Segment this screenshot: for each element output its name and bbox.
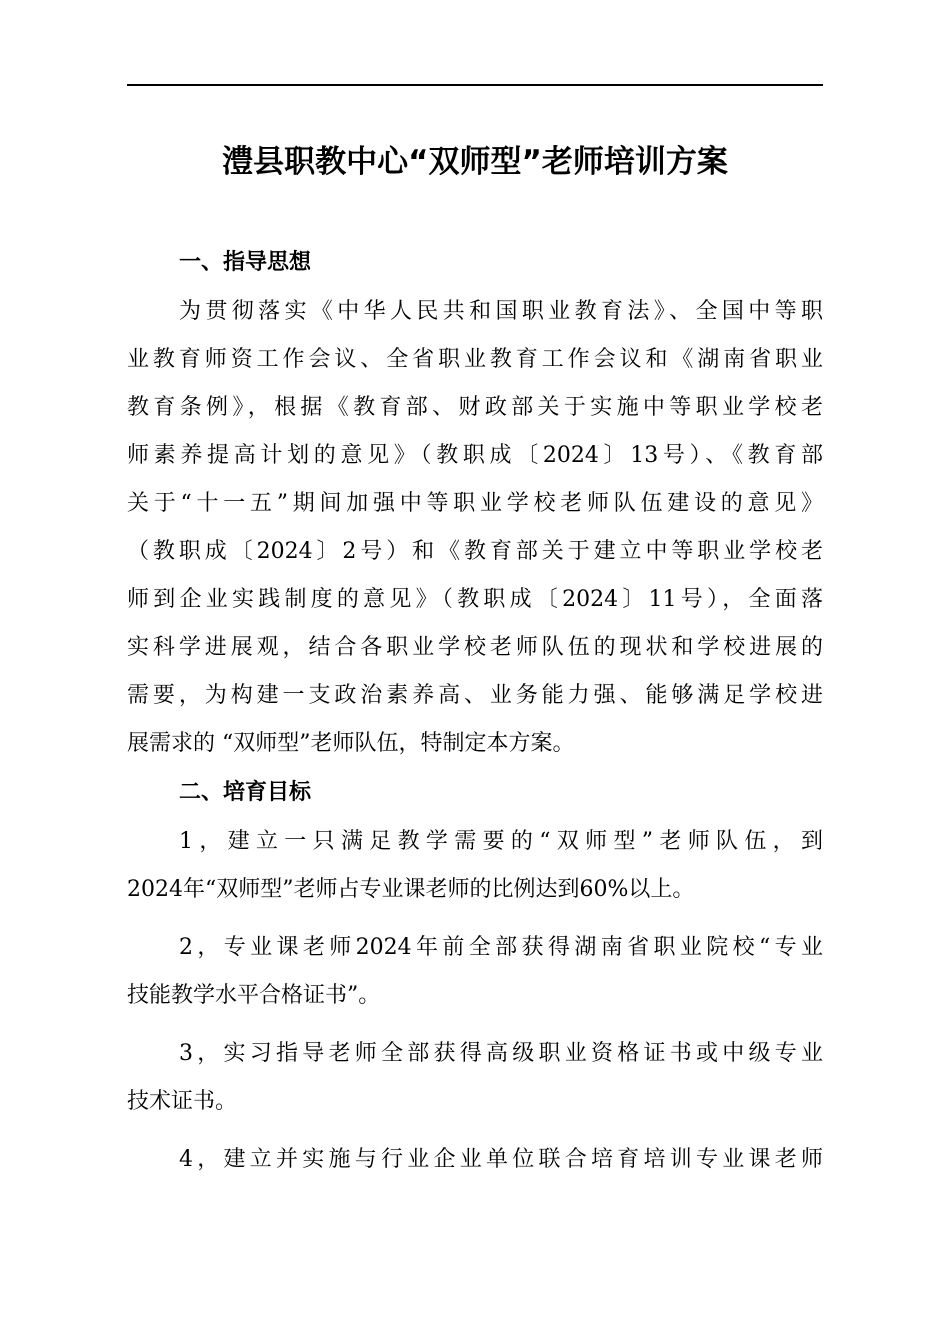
section-heading-guiding-ideology: 一、指导思想 [179, 250, 312, 275]
paragraph-guiding-ideology [127, 288, 823, 768]
goal-item-2 [127, 924, 823, 1020]
paragraph-line: 关于“十一五”期间加强中等职业学校老师队伍建设的意见》 [127, 491, 823, 516]
paragraph-line: 技能教学水平合格证书”。 [127, 983, 381, 1008]
paragraph-line: （教职成〔2024〕2号）和《教育部关于建立中等职业学校老 [127, 539, 823, 564]
goal-item-1 [127, 818, 823, 914]
paragraph-line: 2，专业课老师2024年前全部获得湖南省职业院校“专业 [179, 935, 823, 960]
paragraph-line: 2024年“双师型”老师占专业课老师的比例达到60%以上。 [127, 877, 695, 902]
header-rule [127, 84, 823, 86]
paragraph-line: 师素养提高计划的意见》（教职成〔2024〕13号）、《教育部 [127, 443, 823, 468]
paragraph-line: 技术证书。 [127, 1089, 238, 1114]
paragraph-line: 4，建立并实施与行业企业单位联合培育培训专业课老师 [179, 1147, 823, 1172]
goal-item-4 [127, 1136, 823, 1184]
paragraph-line: 师到企业实践制度的意见》（教职成〔2024〕11号），全面落 [127, 587, 823, 612]
goal-item-3 [127, 1030, 823, 1126]
paragraph-line: 教育条例》，根据《教育部、财政部关于实施中等职业学校老 [127, 395, 823, 420]
section-heading-training-goals: 二、培育目标 [179, 780, 312, 805]
paragraph-line: 为贯彻落实《中华人民共和国职业教育法》、全国中等职 [179, 299, 823, 324]
paragraph-line: 实科学进展观，结合各职业学校老师队伍的现状和学校进展的 [127, 635, 823, 660]
paragraph-line: 展需求的 “双师型”老师队伍，特制定本方案。 [127, 731, 575, 756]
paragraph-line: 业教育师资工作会议、全省职业教育工作会议和《湖南省职业 [127, 347, 823, 372]
document-body [127, 238, 823, 1184]
paragraph-line: 需要，为构建一支政治素养高、业务能力强、能够满足学校进 [127, 683, 823, 708]
paragraph-line: 3，实习指导老师全部获得高级职业资格证书或中级专业 [179, 1041, 823, 1066]
paragraph-line: 1，建立一只满足教学需要的“双师型”老师队伍，到 [179, 829, 823, 854]
document-title: 澧县职教中心“双师型”老师培训方案 [222, 144, 728, 180]
